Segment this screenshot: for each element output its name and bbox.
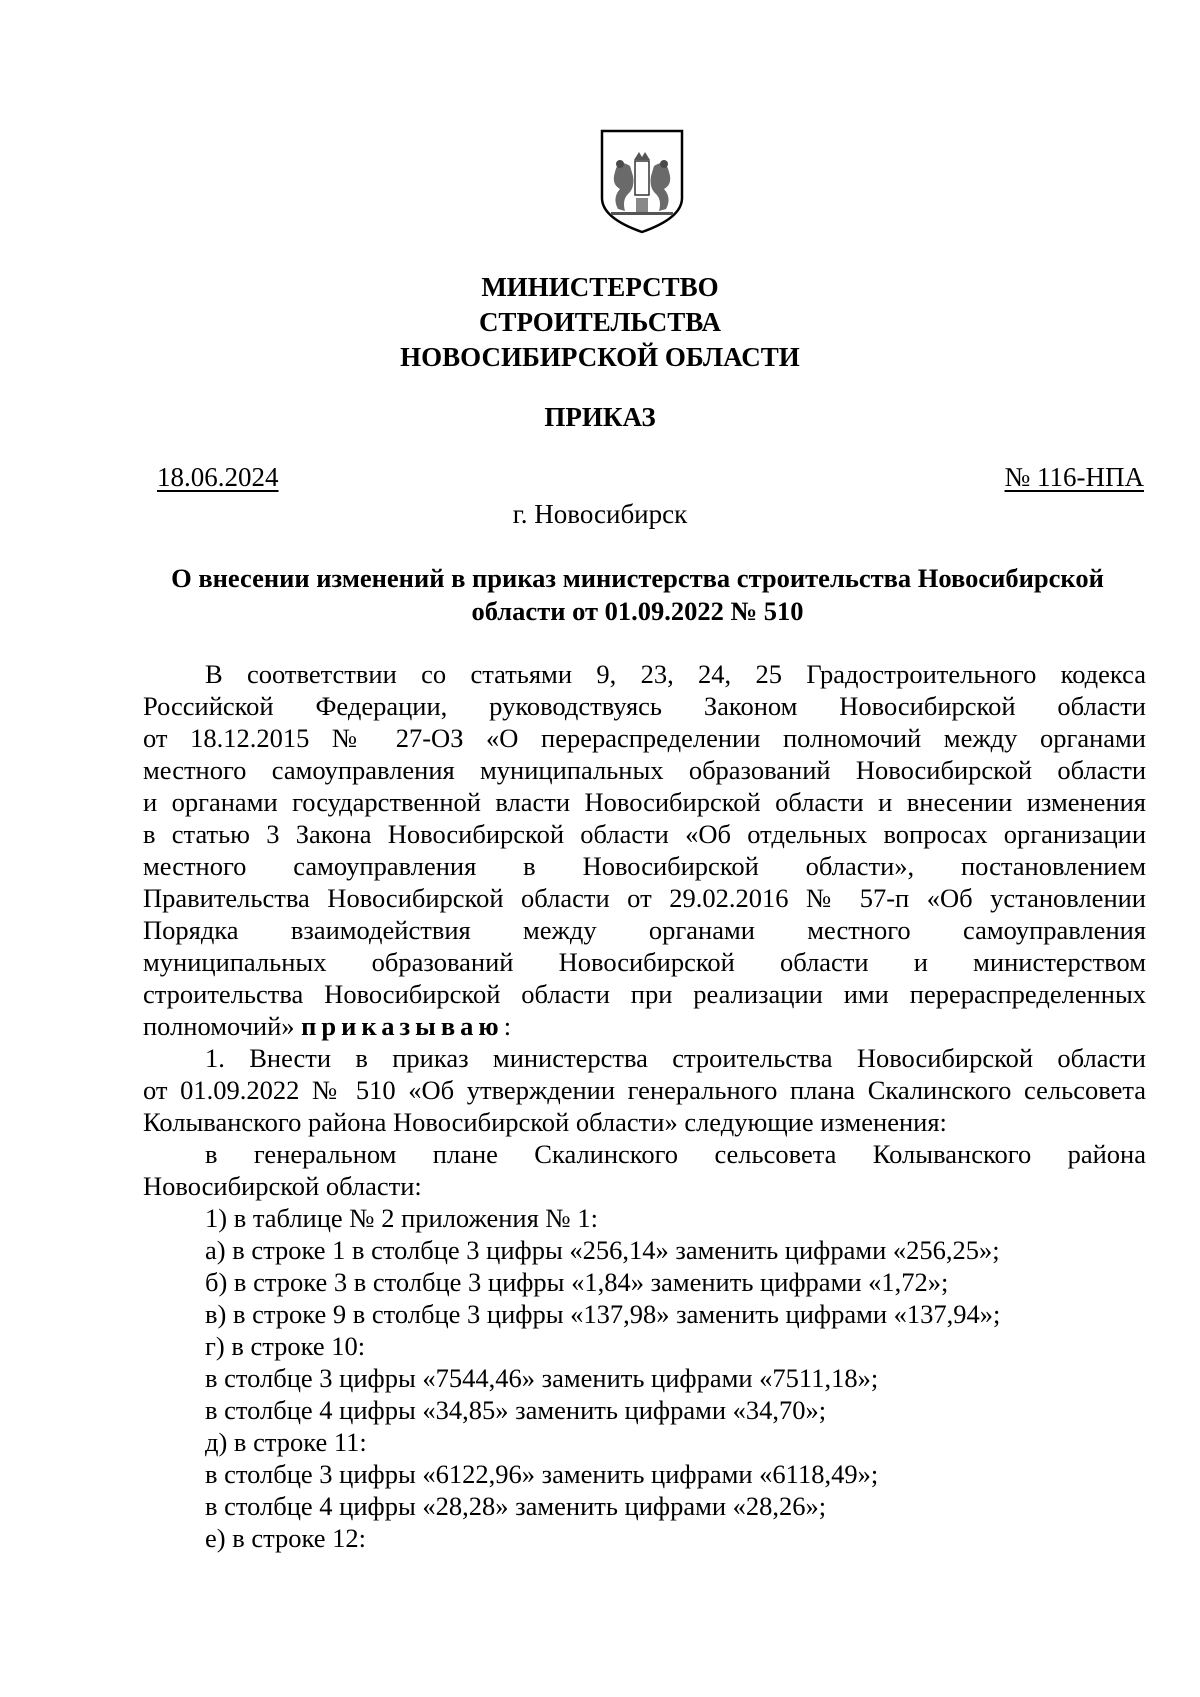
change-line: д) в строке 11: (205, 1427, 367, 1457)
order-colon: : (503, 1011, 512, 1041)
body-line: Новосибирской области: (143, 1171, 422, 1201)
body-line: В соответствии со статьями 9, 23, 24, 25 Градостроительного кодекса (205, 659, 1146, 689)
body-line: от 01.09.2022 № 510 «Об утверждении генерального плана Скалинского сельсовета (143, 1075, 1146, 1105)
document-title-line-1: О внесении изменений в приказ министерства строительства Новосибирской (171, 563, 1104, 593)
change-line: в столбце 4 цифры «34,85» заменить цифрами «34,70»; (205, 1395, 827, 1425)
body-line: в генеральном плане Скалинского сельсовета Колыванского района (205, 1139, 1146, 1169)
body-line: в статью 3 Закона Новосибирской области «Об отдельных вопросах организации (143, 819, 1146, 849)
change-line: 1) в таблице № 2 приложения № 1: (205, 1203, 598, 1233)
body-line: и органами государственной власти Новосибирской области и внесении изменения (143, 787, 1146, 817)
body-line: Российской Федерации, руководствуясь Законом Новосибирской области (143, 691, 1146, 721)
body-text: полномочий» (143, 1011, 295, 1041)
document-city: г. Новосибирск (512, 499, 688, 529)
change-line: в столбце 3 цифры «6122,96» заменить цифрами «6118,49»; (205, 1459, 879, 1489)
body-line: Порядка взаимодействия между органами местного самоуправления (143, 915, 1146, 945)
ministry-name-line-3: НОВОСИБИРСКОЙ ОБЛАСТИ (400, 342, 800, 372)
body-line: 1. Внести в приказ министерства строительства Новосибирской области (205, 1043, 1146, 1073)
change-line: г) в строке 10: (205, 1331, 366, 1361)
body-line: муниципальных образований Новосибирской области и министерством (143, 947, 1146, 977)
change-line: б) в строке 3 в столбце 3 цифры «1,84» заменить цифрами «1,72»; (205, 1267, 949, 1297)
ministry-name-line-1: МИНИСТЕРСТВО (481, 272, 719, 302)
change-line: в) в строке 9 в столбце 3 цифры «137,98» заменить цифрами «137,94»; (205, 1299, 1001, 1329)
document-type: ПРИКАЗ (544, 402, 656, 432)
change-line: е) в строке 12: (205, 1523, 366, 1553)
document-number: № 116-НПА (1004, 462, 1144, 492)
body-line: местного самоуправления в Новосибирской области», постановлением (143, 851, 1146, 881)
change-line: в столбце 3 цифры «7544,46» заменить цифрами «7511,18»; (205, 1363, 879, 1393)
change-line: а) в строке 1 в столбце 3 цифры «256,14» заменить цифрами «256,25»; (205, 1235, 1000, 1265)
body-line: от 18.12.2015 № 27-ОЗ «О перераспределении полномочий между органами (143, 723, 1146, 753)
ministry-name-line-2: СТРОИТЕЛЬСТВА (478, 307, 722, 337)
order-word: приказываю (301, 1011, 504, 1041)
coat-of-arms-icon (597, 126, 687, 236)
body-line: Правительства Новосибирской области от 29.02.2016 № 57-п «Об установлении (143, 883, 1146, 913)
body-line: Колыванского района Новосибирской области» следующие изменения: (143, 1107, 947, 1137)
body-line-order (143, 1010, 511, 1042)
document-title-line-2: области от 01.09.2022 № 510 (471, 596, 804, 626)
body-line: местного самоуправления муниципальных образований Новосибирской области (143, 755, 1146, 785)
body-line: строительства Новосибирской области при реализации ими перераспределенных (143, 979, 1146, 1009)
document-date: 18.06.2024 (157, 462, 279, 492)
change-line: в столбце 4 цифры «28,28» заменить цифрами «28,26»; (205, 1491, 827, 1521)
